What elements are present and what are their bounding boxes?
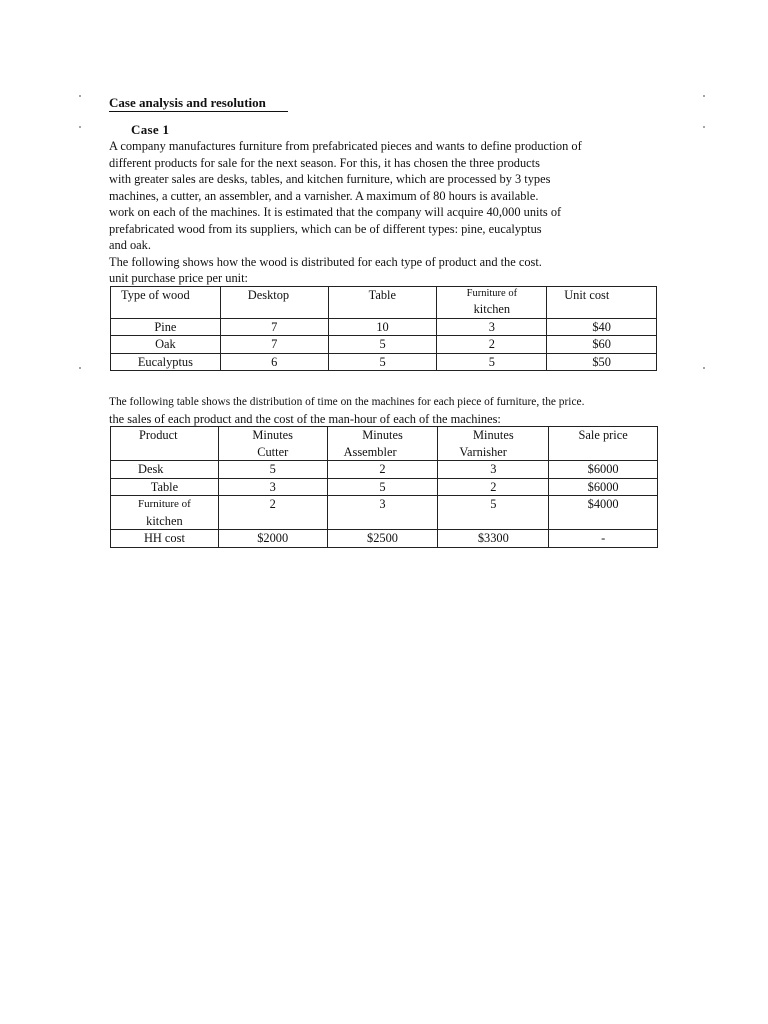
header-assembler-line1: Minutes <box>362 428 403 442</box>
assembler-minutes: 2 <box>327 461 438 479</box>
intro-line: and oak. <box>109 238 151 252</box>
margin-mark <box>703 95 705 97</box>
hh-cost-price: - <box>549 530 658 548</box>
header-varnisher <box>438 427 549 461</box>
varnisher-minutes: 3 <box>438 461 549 479</box>
intro-line: The following table shows the distribution of time on the machines for each piece of furniture, the price. <box>109 396 585 408</box>
intro-line: unit purchase price per unit: <box>109 271 249 285</box>
table-value: 5 <box>328 336 437 354</box>
kitchen-value: 3 <box>437 318 547 336</box>
product-name <box>111 496 219 530</box>
intro-line: the sales of each product and the cost of the man-hour of each of the machines: <box>109 411 501 426</box>
hh-cost-label: HH cost <box>111 530 219 548</box>
kitchen-value: 2 <box>437 336 547 354</box>
header-type-of-wood: Type of wood <box>111 287 221 319</box>
sale-price: $4000 <box>549 496 658 530</box>
assembler-minutes: 3 <box>327 496 438 530</box>
header-kitchen-furniture <box>437 287 547 319</box>
product-name-line2: kitchen <box>146 513 183 528</box>
header-cutter-line2: Cutter <box>257 444 289 459</box>
intro-line: machines, a cutter, an assembler, and a varnisher. A maximum of 80 hours is available. <box>109 188 539 203</box>
table-row <box>111 353 657 371</box>
margin-mark <box>703 126 705 128</box>
intro-line: prefabricated wood from its suppliers, which can be of different types: pine, eucalyptus <box>109 221 542 236</box>
table-value: 10 <box>328 318 437 336</box>
intro-line: work on each of the machines. It is estimated that the company will acquire 40,000 units of <box>109 205 562 219</box>
kitchen-value: 5 <box>437 353 547 371</box>
margin-mark <box>79 95 81 97</box>
table-header-row <box>111 287 657 319</box>
header-sale-price: Sale price <box>549 427 658 461</box>
unit-cost-value: $60 <box>547 336 657 354</box>
header-varnisher-line2: Varnisher <box>459 444 507 459</box>
product-name-line1: Furniture of <box>137 498 191 510</box>
table-row <box>111 336 657 354</box>
case-label: Case 1 <box>131 122 170 137</box>
wood-distribution-table <box>110 286 657 371</box>
sale-price: $6000 <box>549 478 658 496</box>
cutter-minutes: 3 <box>218 478 327 496</box>
header-assembler-line2: Assembler <box>343 444 397 459</box>
header-desktop: Desktop <box>220 287 328 319</box>
sale-price: $6000 <box>549 461 658 479</box>
table-row <box>111 461 658 479</box>
table-row <box>111 318 657 336</box>
machine-intro-paragraph <box>109 394 584 427</box>
table-header-row <box>111 427 658 461</box>
hh-cost-cutter: $2000 <box>218 530 327 548</box>
intro-line: The following shows how the wood is distributed for each type of product and the cost. <box>109 254 542 269</box>
cutter-minutes: 5 <box>218 461 327 479</box>
desktop-value: 7 <box>220 318 328 336</box>
wood-name: Oak <box>111 336 221 354</box>
machine-time-table <box>110 426 658 548</box>
header-kitchen-line1: Furniture of <box>466 288 518 299</box>
table-row <box>111 530 658 548</box>
header-cutter-line1: Minutes <box>252 428 294 442</box>
assembler-minutes: 5 <box>327 478 438 496</box>
margin-mark <box>79 367 81 369</box>
product-name: Table <box>111 478 219 496</box>
header-kitchen-line2: kitchen <box>473 302 511 316</box>
header-table: Table <box>328 287 437 319</box>
header-assembler <box>327 427 438 461</box>
header-product: Product <box>111 427 219 461</box>
varnisher-minutes: 2 <box>438 478 549 496</box>
intro-line: different products for sale for the next season. For this, it has chosen the three products <box>109 155 540 170</box>
margin-mark <box>79 126 81 128</box>
header-unit-cost: Unit cost <box>547 287 657 319</box>
section-heading: Case analysis and resolution <box>109 95 288 112</box>
hh-cost-assembler: $2500 <box>327 530 438 548</box>
table-row <box>111 478 658 496</box>
margin-mark <box>703 367 705 369</box>
desktop-value: 7 <box>220 336 328 354</box>
table-row <box>111 496 658 530</box>
intro-line: with greater sales are desks, tables, and kitchen furniture, which are processed by 3 types <box>109 172 551 186</box>
wood-name: Pine <box>111 318 221 336</box>
header-cutter <box>218 427 327 461</box>
intro-paragraph <box>109 138 582 287</box>
table-value: 5 <box>328 353 437 371</box>
header-varnisher-line1: Minutes <box>473 428 514 442</box>
cutter-minutes: 2 <box>218 496 327 530</box>
unit-cost-value: $50 <box>547 353 657 371</box>
product-name: Desk <box>111 461 219 479</box>
desktop-value: 6 <box>220 353 328 371</box>
hh-cost-varnisher: $3300 <box>438 530 549 548</box>
intro-line: A company manufactures furniture from prefabricated pieces and wants to define production of <box>109 139 582 153</box>
varnisher-minutes: 5 <box>438 496 549 530</box>
unit-cost-value: $40 <box>547 318 657 336</box>
wood-name: Eucalyptus <box>111 353 221 371</box>
